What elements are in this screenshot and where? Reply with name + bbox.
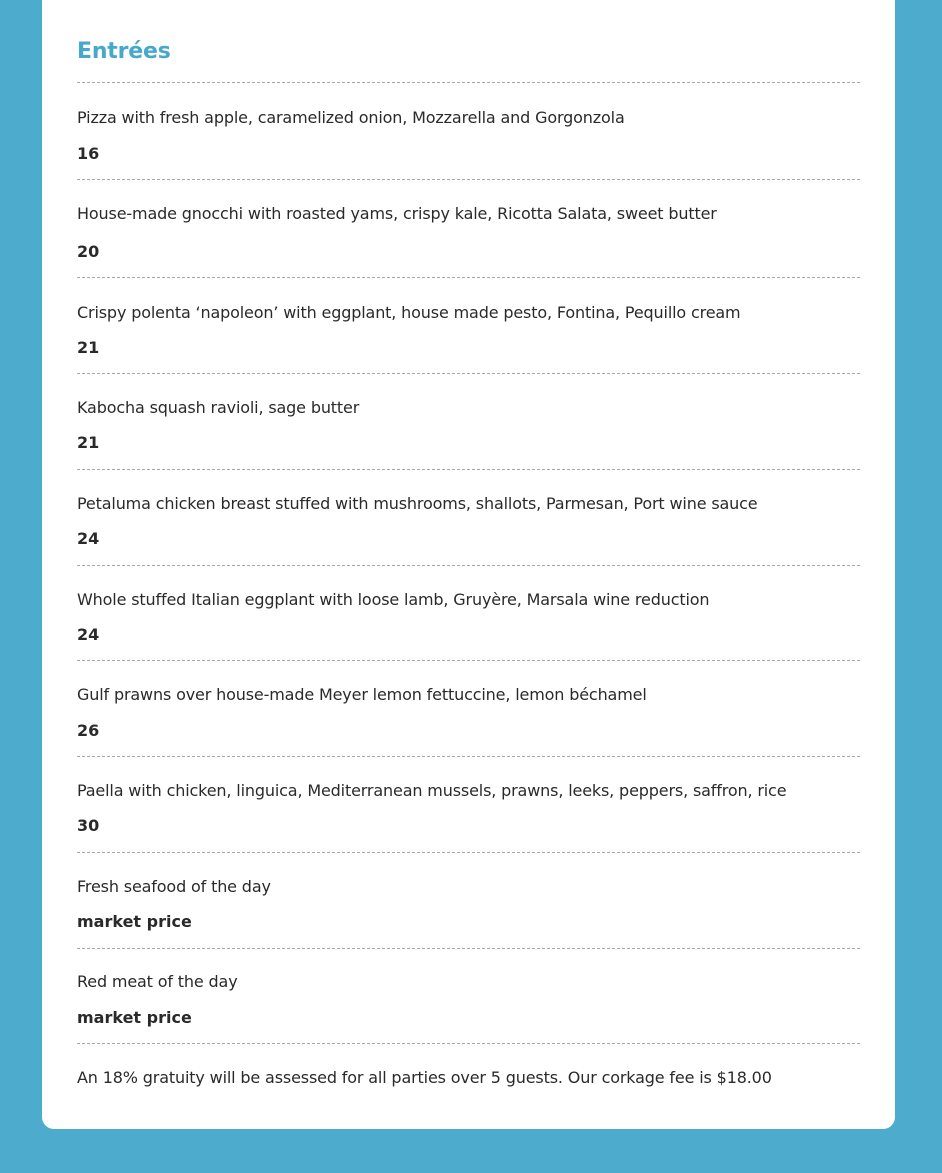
menu-item-price: market price	[77, 912, 192, 931]
divider	[77, 565, 860, 566]
menu-item-price: 24	[77, 529, 100, 548]
menu-item-description: Crispy polenta ‘napoleon’ with eggplant, house made pesto, Fontina, Pequillo cream	[77, 303, 741, 322]
menu-item-price: 24	[77, 625, 100, 644]
menu-item-description: Petaluma chicken breast stuffed with mushrooms, shallots, Parmesan, Port wine sauce	[77, 494, 758, 513]
menu-item-description: Gulf prawns over house-made Meyer lemon fettuccine, lemon béchamel	[77, 685, 647, 704]
menu-item-description: Paella with chicken, linguica, Mediterranean mussels, prawns, leeks, peppers, saffron, rice	[77, 781, 787, 800]
menu-item-description: Red meat of the day	[77, 972, 238, 991]
gratuity-corkage-note: An 18% gratuity will be assessed for all parties over 5 guests. Our corkage fee is $18.00	[77, 1068, 772, 1087]
divider	[77, 373, 860, 374]
menu-item-description: Kabocha squash ravioli, sage butter	[77, 398, 360, 417]
divider	[77, 469, 860, 470]
menu-item-description: Whole stuffed Italian eggplant with loose lamb, Gruyère, Marsala wine reduction	[77, 590, 710, 609]
menu-item-price: 21	[77, 338, 100, 357]
divider	[77, 948, 860, 949]
divider	[77, 660, 860, 661]
menu-item-description: Fresh seafood of the day	[77, 877, 271, 896]
menu-item-price: 20	[77, 242, 100, 261]
divider	[77, 82, 860, 83]
section-title: Entrées	[77, 39, 171, 64]
divider	[77, 756, 860, 757]
menu-item-price: 26	[77, 721, 100, 740]
menu-item-price: 16	[77, 144, 100, 163]
divider	[77, 1043, 860, 1044]
divider	[77, 179, 860, 180]
divider	[77, 852, 860, 853]
menu-item-description: House-made gnocchi with roasted yams, crispy kale, Ricotta Salata, sweet butter	[77, 204, 717, 223]
menu-item-description: Pizza with fresh apple, caramelized onion, Mozzarella and Gorgonzola	[77, 108, 625, 127]
menu-item-price: 30	[77, 816, 100, 835]
menu-item-price: market price	[77, 1008, 192, 1027]
menu-item-price: 21	[77, 433, 100, 452]
divider	[77, 277, 860, 278]
menu-card	[42, 0, 895, 1129]
